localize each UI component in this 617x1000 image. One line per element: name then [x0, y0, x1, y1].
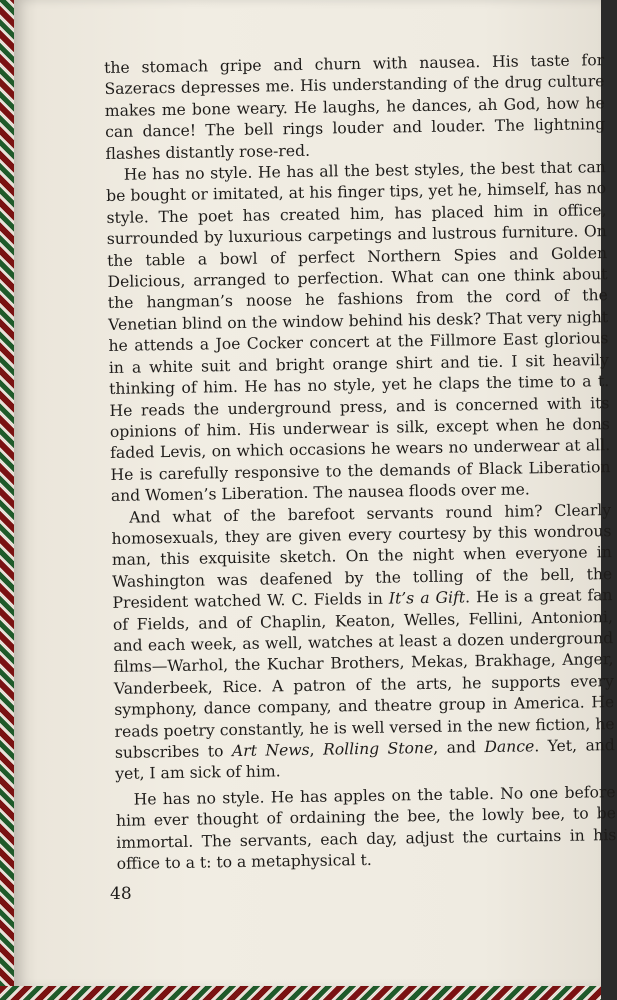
paragraph-2: [106, 157, 611, 507]
paragraph-3-text-b: . He is a great fan of Fields, and of Chaplin, Keaton, Welles, Fellini, Antonioni, and each week, as well, watches at least a dozen underground films—Warhol, the Kuchar Brothers, Mekas, Brakhage, Anger, Vanderbeek, Rice. A patron of the arts, he supports every symphony, dance company, and theatre group in America. He reads poetry constantly, he is well versed in the new fiction, he subscribes to: [112, 586, 615, 762]
magazine-title-dance: Dance: [484, 737, 535, 757]
paragraph-4: [115, 782, 616, 875]
body-text: [104, 50, 617, 875]
paragraph-3: [111, 500, 615, 786]
paragraph-3-and: , and: [433, 738, 485, 757]
magazine-title-rolling-stone: Rolling Stone: [322, 738, 434, 759]
magazine-title-art-news: Art News: [231, 740, 310, 761]
paragraph-3-comma: ,: [309, 740, 324, 759]
film-title-its-a-gift: It’s a Gift: [388, 588, 466, 608]
book-page: [14, 0, 617, 988]
paragraph-1-text: the stomach gripe and churn with nausea. His taste for Sazeracs depresses me. His understanding of the drug culture makes me bone weary. He laughs, he dances, ah God, how he can dance! The bell rings louder and louder. The lightning flashes distantly rose-red.: [104, 51, 606, 163]
page-number: 48: [110, 884, 132, 904]
tablecloth-bottom-edge: [0, 986, 601, 1000]
paragraph-2-text: He has no style. He has all the best styles, the best that can be bought or imitated, at his finger tips, yet he, himself, has no style. The poet has created him, has placed him in office, surrounded by luxurious carpetings and lustrous furniture. On the table a bowl of perfect Northern Spies and Golden Delicious, arranged to perfection. What can one think about the hangman’s noose he fashions from the cord of the Venetian blind on the window behind his desk? That very night he attends a Joe Cocker concert at the Fillmore East glorious in a white suit and bright orange shirt and tie. I sit heavily thinking of him. He has no style, yet he claps the time to a t. He reads the underground press, and is concerned with its opinions of him. His underwear is silk, except when he dons faded Levis, on which occasions he wears no underwear at all. He is carefully responsive to the demands of Black Liberation and Women’s Liberation. The nausea floods over me.: [106, 158, 611, 506]
paragraph-4-text: He has no style. He has apples on the table. No one before him ever thought of ordaining the bee, the lowly bee, to be immortal. The servants, each day, adjust the curtains in his office to a t: to a metaphysical t.: [115, 782, 617, 873]
paragraph-1: [104, 50, 606, 165]
paragraph-3-text-c: . Yet, and yet, I am sick of him.: [115, 736, 615, 784]
paragraph-3-text-a: And what of the barefoot servants round him? Clearly homosexuals, they are given every courtesy by this wondrous man, this exquisite sketch. On the night when everyone in Washington was deafened by the tolling of the bell, the President watched W. C. Fields in: [111, 500, 613, 613]
